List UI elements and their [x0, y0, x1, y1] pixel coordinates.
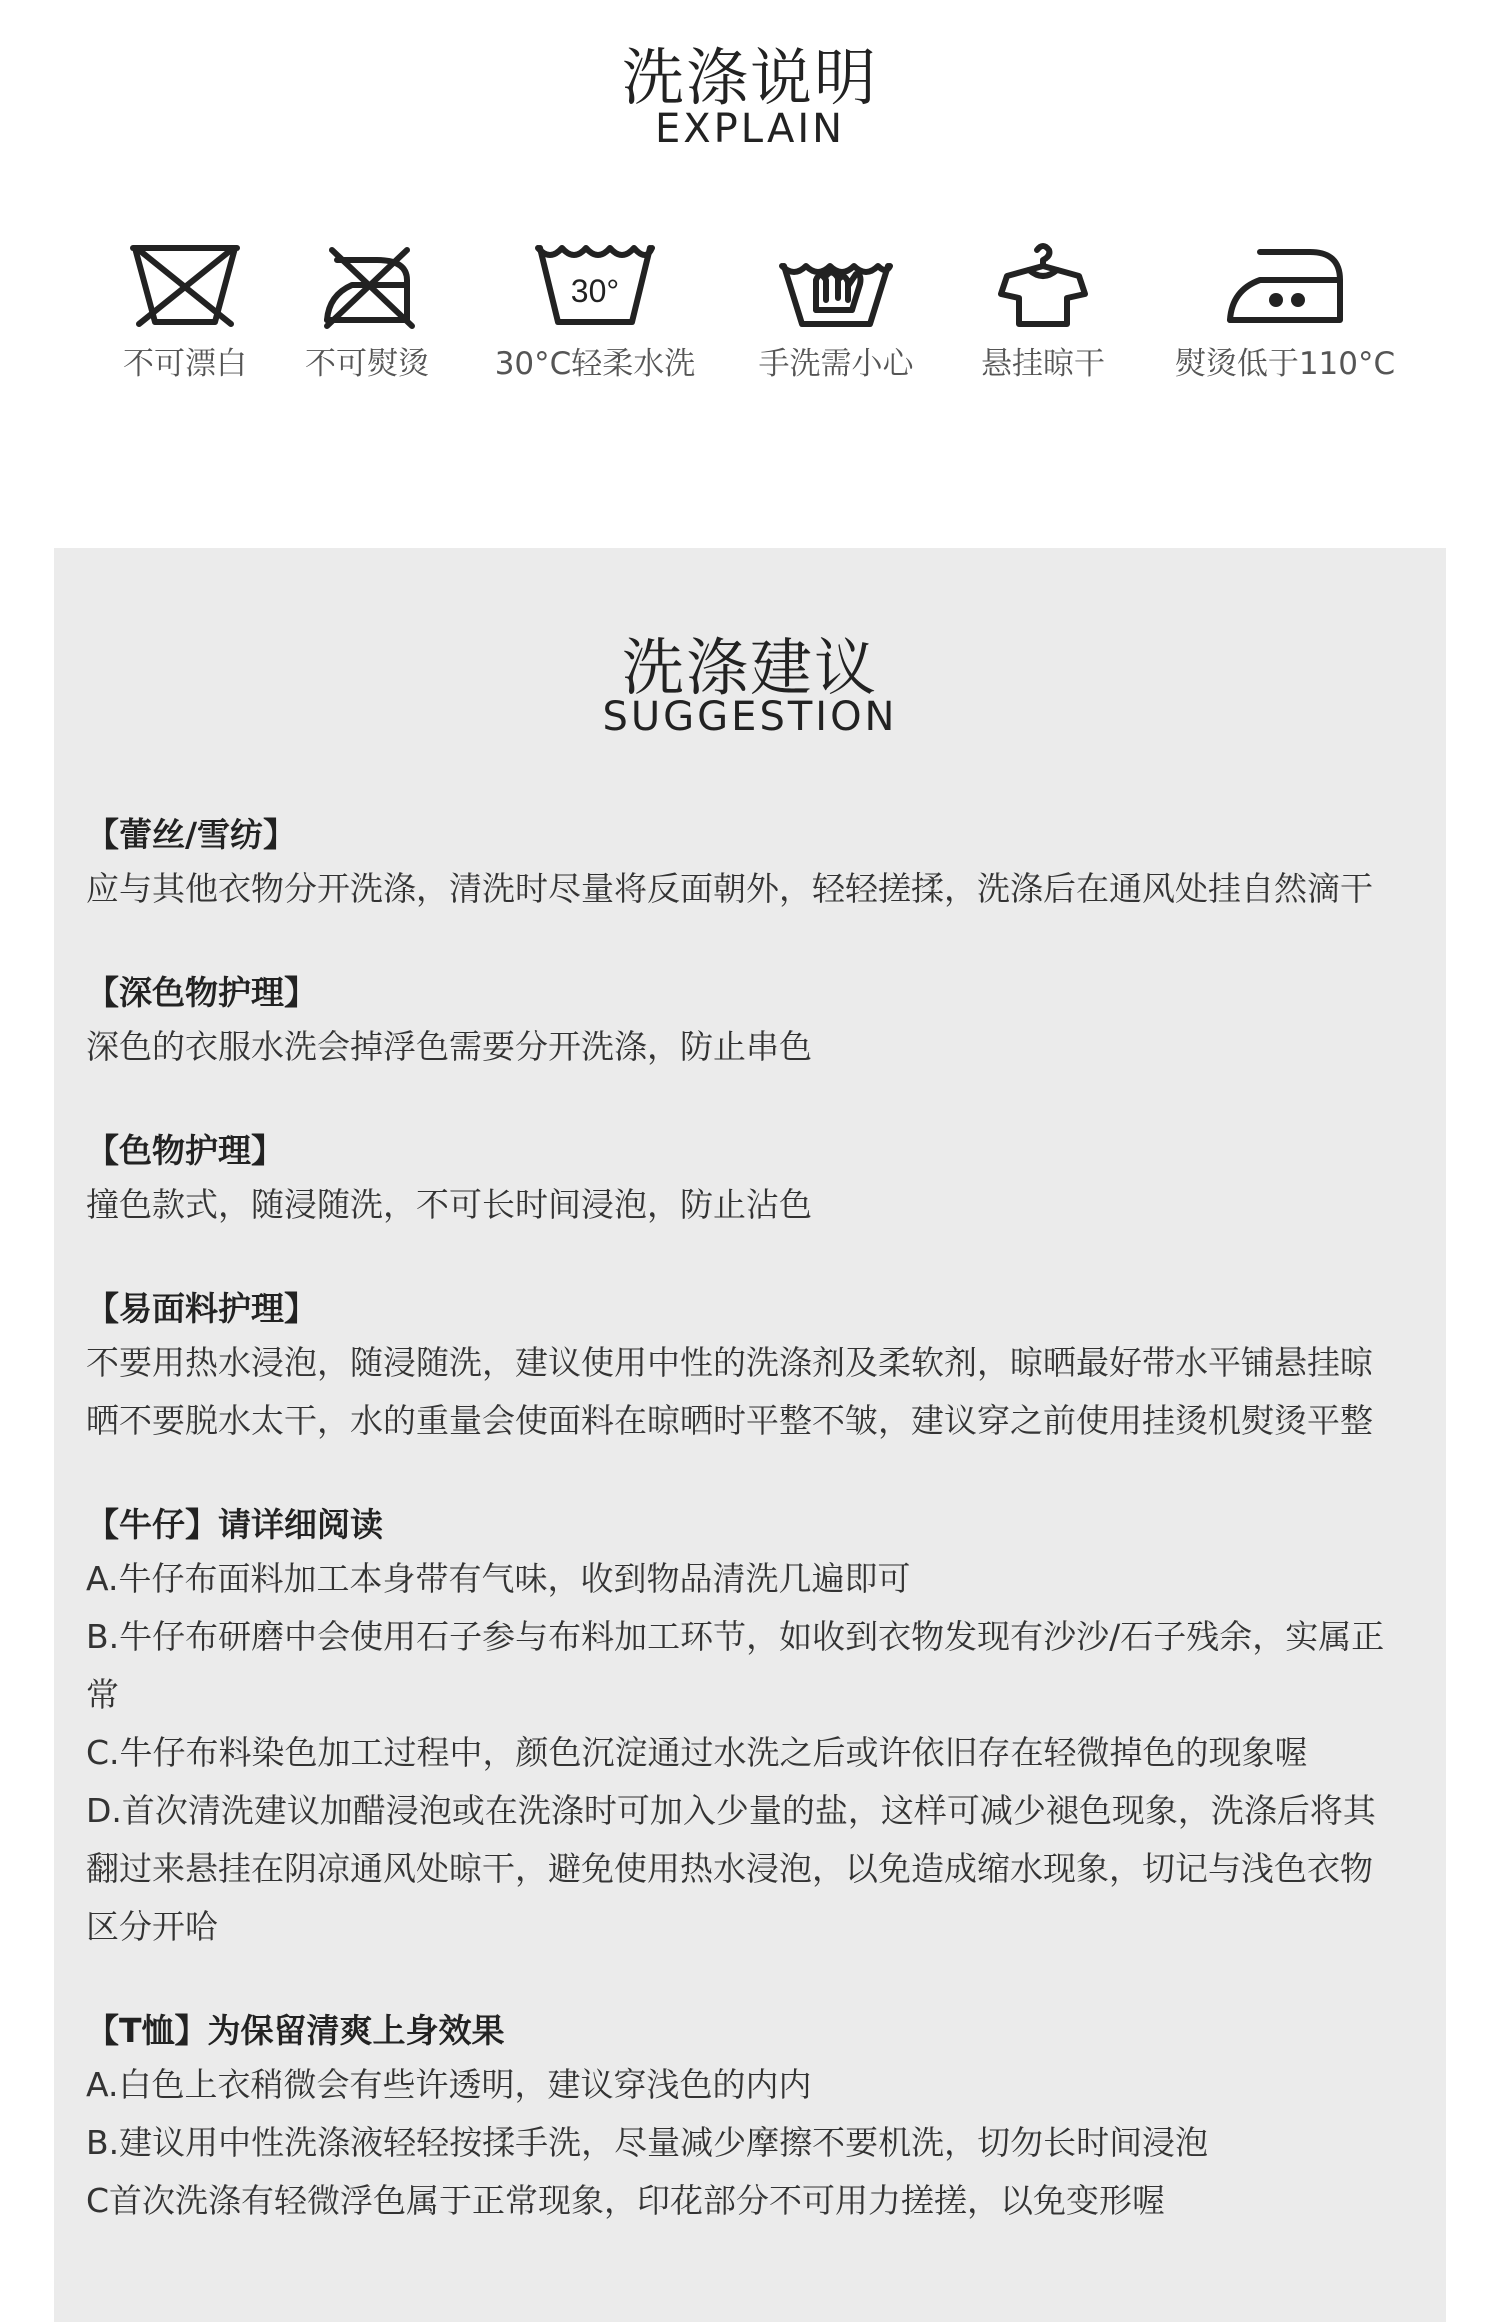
- section-title: 【T恤】为保留清爽上身效果: [86, 2011, 505, 2050]
- section-title: 【深色物护理】: [86, 973, 317, 1012]
- section-denim: [86, 1500, 1426, 1956]
- care-item: [1160, 240, 1410, 383]
- suggestion-subtitle: SUGGESTION: [602, 694, 898, 740]
- section-title: 【易面料护理】: [86, 1289, 317, 1328]
- care-label: 手洗需小心: [758, 346, 914, 382]
- section-color-care: [86, 1126, 1426, 1234]
- care-label: 不可漂白: [123, 346, 247, 382]
- hang-dry-icon: [993, 240, 1093, 330]
- suggestion-title: 洗涤建议: [621, 631, 878, 704]
- section-line: D.首次清洗建议加醋浸泡或在洗涤时可加入少量的盐，这样可减少褪色现象，洗涤后将其: [86, 1791, 1376, 1830]
- care-label: 30°C轻柔水洗: [494, 346, 696, 382]
- care-label: 悬挂晾干: [981, 346, 1105, 382]
- section-line: 晒不要脱水太干，水的重量会使面料在晾晒时平整不皱，建议穿之前使用挂烫机熨烫平整: [86, 1401, 1373, 1440]
- section-line: B.建议用中性洗涤液轻轻按揉手洗，尽量减少摩擦不要机洗，切勿长时间浸泡: [86, 2123, 1209, 2162]
- care-item: [292, 240, 442, 383]
- section-line: 不要用热水浸泡，随浸随洗，建议使用中性的洗涤剂及柔软剂，晾晒最好带水平铺悬挂晾: [86, 1343, 1373, 1382]
- section-line: C.牛仔布料染色加工过程中，颜色沉淀通过水洗之后或许依旧存在轻微掉色的现象喔: [86, 1733, 1308, 1772]
- iron-low-icon: [1220, 240, 1350, 330]
- section-title: 【色物护理】: [86, 1131, 284, 1170]
- care-item: [110, 240, 260, 383]
- section-line: A.白色上衣稍微会有些许透明，建议穿浅色的内内: [86, 2065, 812, 2104]
- explain-title: 洗涤说明: [621, 41, 878, 114]
- section-delicate-fabric: [86, 1284, 1426, 1450]
- section-lace-chiffon: [86, 810, 1426, 918]
- care-icon-row: [0, 240, 1500, 400]
- no-bleach-icon: [125, 240, 245, 330]
- section-line: 区分开哈: [86, 1907, 218, 1946]
- care-item: [746, 240, 926, 383]
- care-item: [480, 240, 710, 383]
- care-label: 熨烫低于110°C: [1174, 346, 1396, 382]
- section-line: 撞色款式，随浸随洗，不可长时间浸泡，防止沾色: [86, 1185, 812, 1224]
- wash-temp-mark: 30°: [570, 273, 620, 309]
- explain-subtitle: EXPLAIN: [654, 106, 846, 152]
- suggestion-sections: [86, 810, 1426, 2280]
- care-item: [963, 240, 1123, 383]
- section-line: 常: [86, 1675, 119, 1714]
- hand-wash-icon: [776, 240, 896, 330]
- section-line: A.牛仔布面料加工本身带有气味，收到物品清洗几遍即可: [86, 1559, 911, 1598]
- section-tshirt: [86, 2006, 1426, 2230]
- care-label: 不可熨烫: [305, 346, 429, 382]
- section-line: 深色的衣服水洗会掉浮色需要分开洗涤，防止串色: [86, 1027, 812, 1066]
- section-line: 翻过来悬挂在阴凉通风处晾干，避免使用热水浸泡，以免造成缩水现象，切记与浅色衣物: [86, 1849, 1373, 1888]
- no-iron-icon: [307, 240, 427, 330]
- wash-30-icon: [530, 240, 660, 330]
- section-title: 【蕾丝/雪纺】: [86, 815, 297, 854]
- section-dark-care: [86, 968, 1426, 1076]
- section-line: 应与其他衣物分开洗涤，清洗时尽量将反面朝外，轻轻搓揉，洗涤后在通风处挂自然滴干: [86, 869, 1373, 908]
- section-title: 【牛仔】请详细阅读: [86, 1505, 383, 1544]
- section-line: C首次洗涤有轻微浮色属于正常现象，印花部分不可用力搓搓，以免变形喔: [86, 2181, 1166, 2220]
- section-line: B.牛仔布研磨中会使用石子参与布料加工环节，如收到衣物发现有沙沙/石子残余，实属正: [86, 1617, 1385, 1656]
